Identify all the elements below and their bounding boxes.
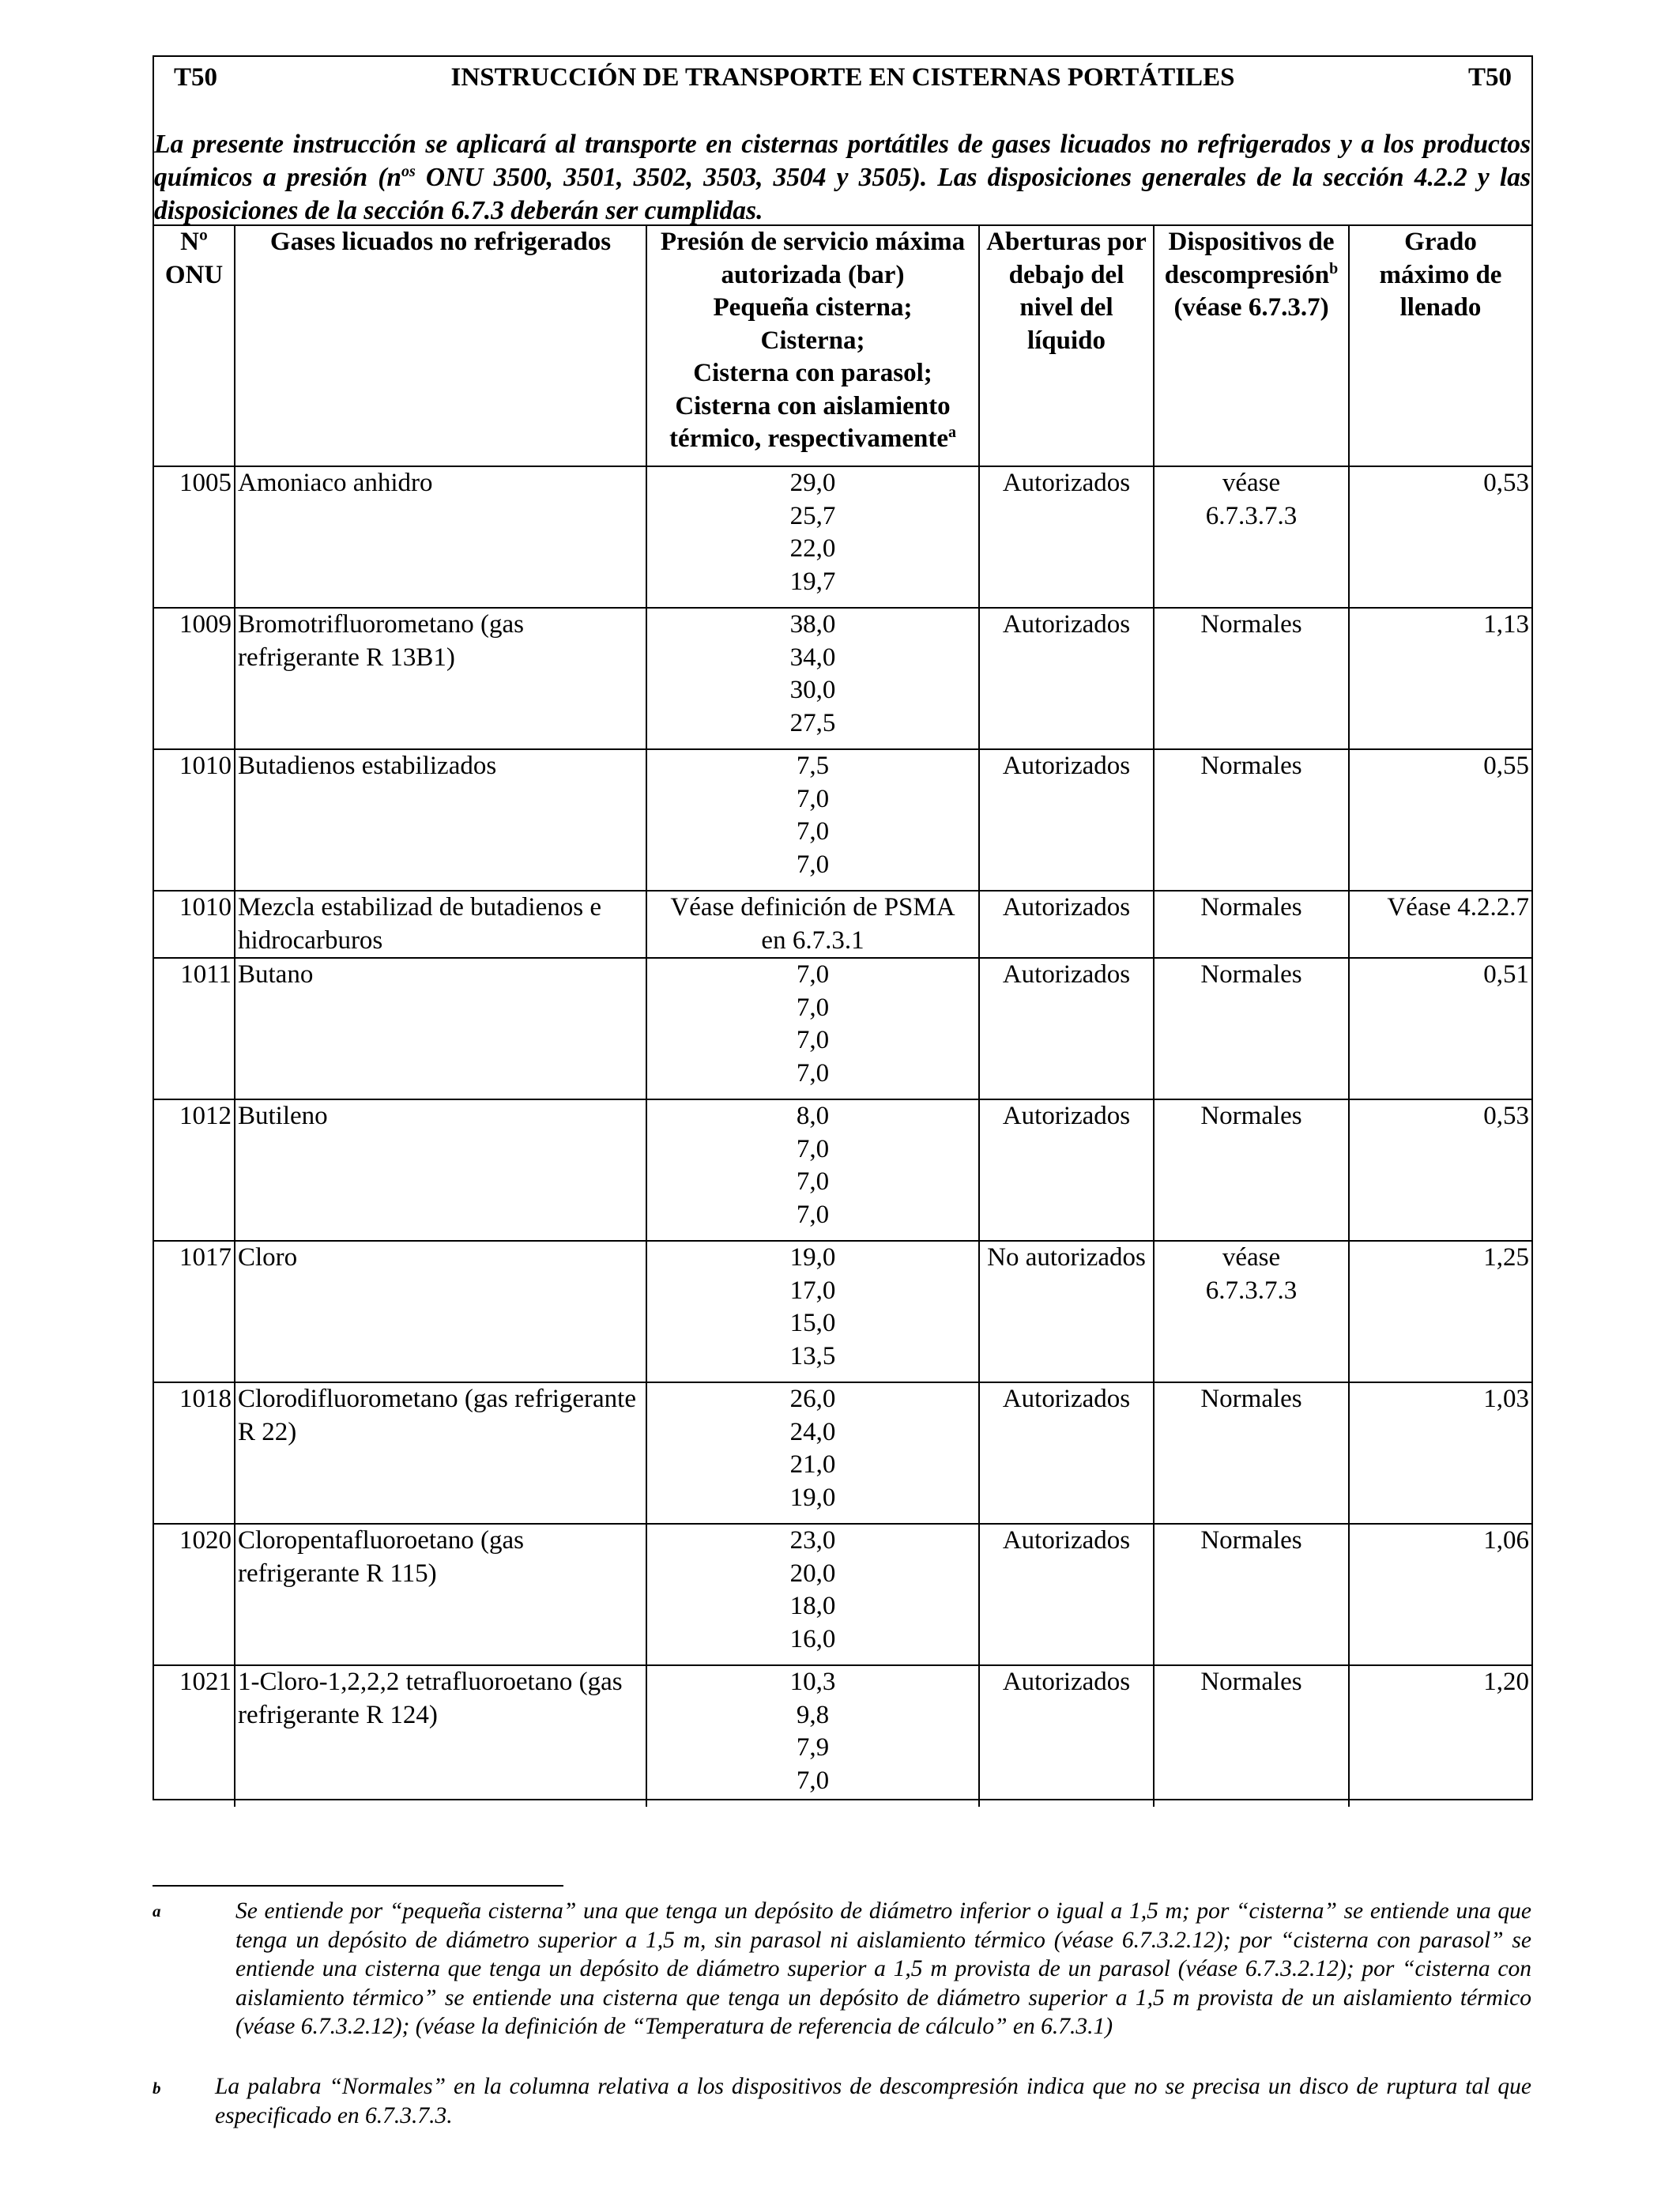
cell-pressures [646, 1382, 979, 1524]
cell-gas-name: Butileno [235, 1099, 646, 1241]
pressure-value: 15,0 [789, 1309, 836, 1337]
intro-text-end: ONU 3500, 3501, 3502, 3503, 3504 y 3505). Las disposiciones generales de la sección 4.2.2 y las disposiciones de la sección 6.7.3 deberán ser cumplidas. [154, 163, 1531, 225]
col-header-pressure-line: Pequeña cisterna; [713, 293, 913, 322]
pressure-value: 7,0 [796, 1134, 830, 1163]
footnote-b-mark: b [153, 2079, 161, 2098]
pressure-value: 7,0 [796, 960, 830, 989]
table-row [154, 1524, 1531, 1665]
cell-pressures [646, 749, 979, 891]
cell-openings: Autorizados [979, 749, 1154, 891]
table-row [154, 1241, 1531, 1382]
cell-onu: 1018 [154, 1382, 235, 1524]
cell-openings: Autorizados [979, 466, 1154, 608]
cell-pressures [646, 1665, 979, 1807]
col-header-openings-line: nivel del [1019, 293, 1113, 322]
pressure-value: 9,8 [796, 1700, 830, 1729]
pressure-value: 7,0 [796, 850, 830, 879]
device-value: 6.7.3.7.3 [1205, 501, 1298, 530]
cell-gas-name: Mezcla estabilizad de butadienos e hidrocarburos [235, 891, 646, 958]
pressure-value: en 6.7.3.1 [761, 925, 864, 955]
device-value: 6.7.3.7.3 [1205, 1276, 1298, 1305]
cell-onu: 1005 [154, 466, 235, 608]
pressure-value: 7,0 [796, 1167, 830, 1196]
cell-openings: Autorizados [979, 1524, 1154, 1665]
cell-openings: Autorizados [979, 1099, 1154, 1241]
col-header-openings-line: debajo del [1008, 260, 1124, 289]
cell-gas-name: Amoniaco anhidro [235, 466, 646, 608]
cell-devices [1154, 958, 1349, 1099]
cell-devices [1154, 1241, 1349, 1382]
cell-fill: 1,20 [1349, 1665, 1531, 1807]
cell-pressures [646, 1099, 979, 1241]
cell-onu: 1009 [154, 608, 235, 749]
intro-superscript: os [401, 162, 416, 180]
table-row [154, 1382, 1531, 1524]
pressure-value: 25,7 [789, 501, 836, 530]
pressure-value: 29,0 [789, 469, 836, 497]
cell-devices [1154, 1665, 1349, 1807]
col-header-pressure-line: autorizada (bar) [721, 260, 905, 289]
device-value: Normales [1200, 1668, 1302, 1696]
cell-onu: 1021 [154, 1665, 235, 1807]
device-value: véase [1222, 469, 1281, 497]
table-row [154, 608, 1531, 749]
cell-devices [1154, 1099, 1349, 1241]
cell-onu: 1017 [154, 1241, 235, 1382]
pressure-value: 23,0 [789, 1526, 836, 1555]
footnote-ref-b: b [1329, 259, 1339, 277]
pressure-value: 7,0 [796, 1200, 830, 1229]
pressure-value: 7,0 [796, 993, 830, 1022]
pressure-value: 20,0 [789, 1559, 836, 1588]
pressure-value: 19,7 [789, 567, 836, 596]
cell-pressures [646, 958, 979, 1099]
cell-gas-name: Clorodifluorometano (gas refrigerante R 22) [235, 1382, 646, 1524]
cell-fill: 0,53 [1349, 1099, 1531, 1241]
device-value: véase [1222, 1243, 1281, 1272]
pressure-value: 17,0 [789, 1276, 836, 1305]
table-body [154, 466, 1531, 1807]
pressure-value: 16,0 [789, 1624, 836, 1653]
instruction-code-left: T50 [174, 63, 218, 92]
device-value: Normales [1200, 960, 1302, 989]
cell-devices [1154, 891, 1349, 958]
cell-fill: 1,06 [1349, 1524, 1531, 1665]
page-title: INSTRUCCIÓN DE TRANSPORTE EN CISTERNAS PORTÁTILES [450, 63, 1235, 92]
cell-onu: 1011 [154, 958, 235, 1099]
footnote-a-mark: a [153, 1902, 161, 1921]
cell-openings: Autorizados [979, 891, 1154, 958]
cell-openings: Autorizados [979, 1382, 1154, 1524]
device-value: Normales [1200, 752, 1302, 780]
intro-paragraph [154, 128, 1531, 228]
pressure-value: 13,5 [789, 1341, 836, 1370]
col-header-devices-mid [1157, 259, 1346, 292]
cell-devices [1154, 1524, 1349, 1665]
device-value: Normales [1200, 610, 1302, 639]
pressure-value: 24,0 [789, 1417, 836, 1446]
col-header-devices-line: (véase 6.7.3.7) [1173, 293, 1329, 322]
col-header-fill-line: máximo de [1379, 260, 1502, 289]
col-header-pressure-line: Cisterna; [760, 326, 865, 355]
cell-openings: Autorizados [979, 1665, 1154, 1807]
instruction-box [153, 55, 1533, 1800]
cell-fill: 1,13 [1349, 608, 1531, 749]
cell-devices [1154, 608, 1349, 749]
pressure-value: 10,3 [789, 1668, 836, 1696]
cell-pressures [646, 466, 979, 608]
cell-openings: Autorizados [979, 958, 1154, 1099]
col-header-fill [1349, 225, 1531, 466]
table-row [154, 891, 1531, 958]
cell-pressures [646, 1241, 979, 1382]
pressure-value: 27,5 [789, 708, 836, 737]
cell-fill: 0,51 [1349, 958, 1531, 1099]
table-row [154, 749, 1531, 891]
cell-fill: 1,03 [1349, 1382, 1531, 1524]
pressure-value: 7,0 [796, 1026, 830, 1054]
device-value: Normales [1200, 1385, 1302, 1413]
col-header-fill-line: llenado [1399, 293, 1482, 322]
cell-gas-name: 1-Cloro-1,2,2,2 tetrafluoroetano (gas refrigerante R 124) [235, 1665, 646, 1807]
col-header-pressure [646, 225, 979, 466]
cell-fill: 1,25 [1349, 1241, 1531, 1382]
col-header-pressure-line: térmico, respectivamente [669, 424, 949, 453]
table-row [154, 958, 1531, 1099]
col-header-onu: Nº ONU [154, 225, 235, 466]
pressure-value: 19,0 [789, 1483, 836, 1512]
pressure-value: 26,0 [789, 1385, 836, 1413]
table-header-row [154, 225, 1531, 466]
cell-gas-name: Cloro [235, 1241, 646, 1382]
col-header-devices [1154, 225, 1349, 466]
cell-gas-name: Butano [235, 958, 646, 1099]
pressure-value: 38,0 [789, 610, 836, 639]
pressure-value: 30,0 [789, 676, 836, 704]
instruction-code-right: T50 [1467, 63, 1512, 92]
intro-text-start: La presente instrucción se aplicará al transporte en cisternas portátiles de gases licuados no refrigerados y a los productos químicos a presión (n [154, 130, 1531, 192]
pressure-value: 22,0 [789, 534, 836, 563]
cell-pressures [646, 891, 979, 958]
pressure-value: 7,0 [796, 784, 830, 813]
pressure-value: 21,0 [789, 1450, 836, 1479]
pressure-value: 18,0 [789, 1592, 836, 1620]
cell-openings: No autorizados [979, 1241, 1154, 1382]
col-header-fill-line: Grado [1404, 228, 1477, 256]
cell-onu: 1020 [154, 1524, 235, 1665]
pressure-value: Véase definición de PSMA [670, 893, 955, 922]
pressure-value: 7,0 [796, 817, 830, 846]
col-header-openings-line: líquido [1026, 326, 1106, 355]
pressure-value: 7,0 [796, 1766, 830, 1795]
cell-onu: 1010 [154, 891, 235, 958]
pressure-value: 7,0 [796, 1058, 830, 1088]
col-header-pressure-line: Presión de servicio máxima [660, 228, 966, 256]
cell-openings: Autorizados [979, 608, 1154, 749]
title-bar [154, 57, 1531, 101]
device-value: Normales [1200, 1526, 1302, 1555]
footnote-b-text: La palabra “Normales” en la columna relativa a los dispositivos de descompresión indica que no se precisa un disco de ruptura tal que especificado en 6.7.3.7.3. [215, 2074, 1531, 2128]
cell-gas-name: Butadienos estabilizados [235, 749, 646, 891]
cell-devices [1154, 1382, 1349, 1524]
pressure-value: 34,0 [789, 643, 836, 672]
footnote-divider [153, 1885, 563, 1887]
table-row [154, 466, 1531, 608]
table-row [154, 1099, 1531, 1241]
col-header-pressure-line: Cisterna con parasol; [693, 359, 932, 387]
pressure-value: 7,9 [796, 1733, 830, 1762]
device-value: Normales [1200, 1102, 1302, 1130]
cell-fill: 0,53 [1349, 466, 1531, 608]
cell-onu: 1012 [154, 1099, 235, 1241]
cell-gas-name: Cloropentafluoroetano (gas refrigerante R 115) [235, 1524, 646, 1665]
cell-devices [1154, 749, 1349, 891]
cell-devices [1154, 466, 1349, 608]
cell-fill: Véase 4.2.2.7 [1349, 891, 1531, 958]
pressure-value: 19,0 [789, 1243, 836, 1272]
gas-table [154, 224, 1531, 1807]
cell-pressures [646, 1524, 979, 1665]
device-value: Normales [1200, 893, 1302, 922]
col-header-devices-line: Dispositivos de [1168, 228, 1335, 256]
cell-onu: 1010 [154, 749, 235, 891]
cell-gas-name: Bromotrifluorometano (gas refrigerante R 13B1) [235, 608, 646, 749]
footnote-a-text: Se entiende por “pequeña cisterna” una que tenga un depósito de diámetro inferior o igual a 1,5 m; por “cisterna” se entiende una que tenga un depósito de diámetro superior a 1,5 m, sin parasol ni aislamiento térmico (véase 6.7.3.2.12); por “cisterna con parasol” se entiende una cisterna que tenga un depósito de diámetro superior a 1,5 m provista de un parasol (véase 6.7.3.2.12); por “cisterna con aislamiento térmico” se entiende una cisterna que tenga un depósito de diámetro superior a 1,5 m provista de un aislamiento térmico (véase 6.7.3.2.12); (véase la definición de “Temperatura de referencia de cálculo” en 6.7.3.1) [235, 1898, 1531, 2039]
cell-pressures [646, 608, 979, 749]
table-row [154, 1665, 1531, 1807]
col-header-gas: Gases licuados no refrigerados [235, 225, 646, 466]
col-header-openings [979, 225, 1154, 466]
cell-fill: 0,55 [1349, 749, 1531, 891]
col-header-devices-line: descompresión [1164, 260, 1330, 289]
col-header-pressure-line: Cisterna con aislamiento [675, 391, 951, 420]
footnote-ref-a: a [948, 424, 957, 441]
col-header-pressure-last-line [650, 423, 976, 456]
pressure-value: 7,5 [796, 752, 830, 780]
col-header-openings-line: Aberturas por [986, 228, 1147, 256]
pressure-value: 8,0 [796, 1102, 830, 1130]
